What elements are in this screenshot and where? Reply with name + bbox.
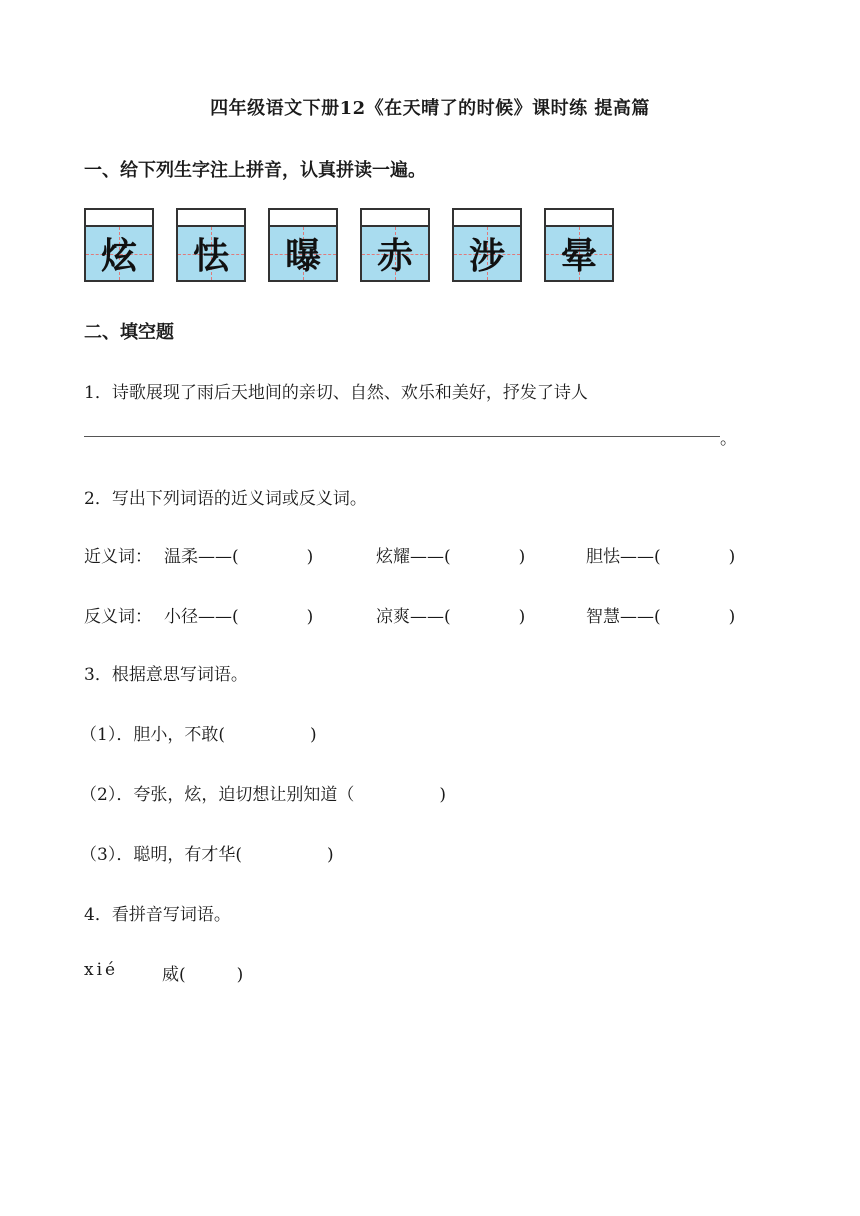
pinyin-input-box[interactable] xyxy=(84,208,154,226)
tianzige-grid xyxy=(360,225,430,282)
pinyin-input-box[interactable] xyxy=(544,208,614,226)
tianzige-grid xyxy=(544,225,614,282)
character: 涉 xyxy=(468,235,505,277)
antonym-item[interactable]: 智慧——( ) xyxy=(586,607,736,627)
answer-blank-line[interactable] xyxy=(84,436,720,437)
question-1-text: 1．诗歌展现了雨后天地间的亲切、自然、欢乐和美好，抒发了诗人 xyxy=(84,383,588,403)
section2-heading: 二、填空题 xyxy=(84,322,174,343)
antonym-label: 反义词： xyxy=(84,607,152,627)
character-box-row xyxy=(84,208,636,282)
question-1-end-punctuation: 。 xyxy=(720,429,737,449)
question-3-text: 3．根据意思写词语。 xyxy=(84,665,248,685)
character-box xyxy=(452,208,522,282)
synonym-item[interactable]: 胆怯——( ) xyxy=(586,547,736,567)
tianzige-grid xyxy=(176,225,246,282)
character: 怯 xyxy=(192,235,229,277)
character-box xyxy=(176,208,246,282)
character-box xyxy=(544,208,614,282)
tianzige-grid xyxy=(84,225,154,282)
character-box xyxy=(360,208,430,282)
question-3-item[interactable]: （3）．聪明，有才华( ) xyxy=(80,845,334,865)
pinyin-input-box[interactable] xyxy=(176,208,246,226)
character: 炫 xyxy=(100,235,137,277)
pinyin-input-box[interactable] xyxy=(452,208,522,226)
synonym-label: 近义词： xyxy=(84,547,152,567)
page-title: 四年级语文下册12《在天晴了的时候》课时练 提高篇 xyxy=(210,98,650,119)
character: 晕 xyxy=(560,235,597,277)
question-3-item[interactable]: （2）．夸张，炫，迫切想让别知道（ ) xyxy=(80,785,446,805)
question-3-item[interactable]: （1）．胆小，不敢( ) xyxy=(80,725,317,745)
character: 曝 xyxy=(284,235,321,277)
word-blank[interactable]: 威( ) xyxy=(162,965,244,985)
pinyin-prompt: xié xyxy=(84,960,119,980)
synonym-item[interactable]: 温柔——( ) xyxy=(164,547,314,567)
section1-heading: 一、给下列生字注上拼音，认真拼读一遍。 xyxy=(84,160,426,181)
character-box xyxy=(84,208,154,282)
pinyin-input-box[interactable] xyxy=(268,208,338,226)
character: 赤 xyxy=(376,235,413,277)
antonym-item[interactable]: 凉爽——( ) xyxy=(376,607,526,627)
pinyin-input-box[interactable] xyxy=(360,208,430,226)
tianzige-grid xyxy=(452,225,522,282)
synonym-item[interactable]: 炫耀——( ) xyxy=(376,547,526,567)
question-2-text: 2．写出下列词语的近义词或反义词。 xyxy=(84,489,367,509)
character-box xyxy=(268,208,338,282)
question-4-text: 4．看拼音写词语。 xyxy=(84,905,231,925)
tianzige-grid xyxy=(268,225,338,282)
antonym-item[interactable]: 小径——( ) xyxy=(164,607,314,627)
